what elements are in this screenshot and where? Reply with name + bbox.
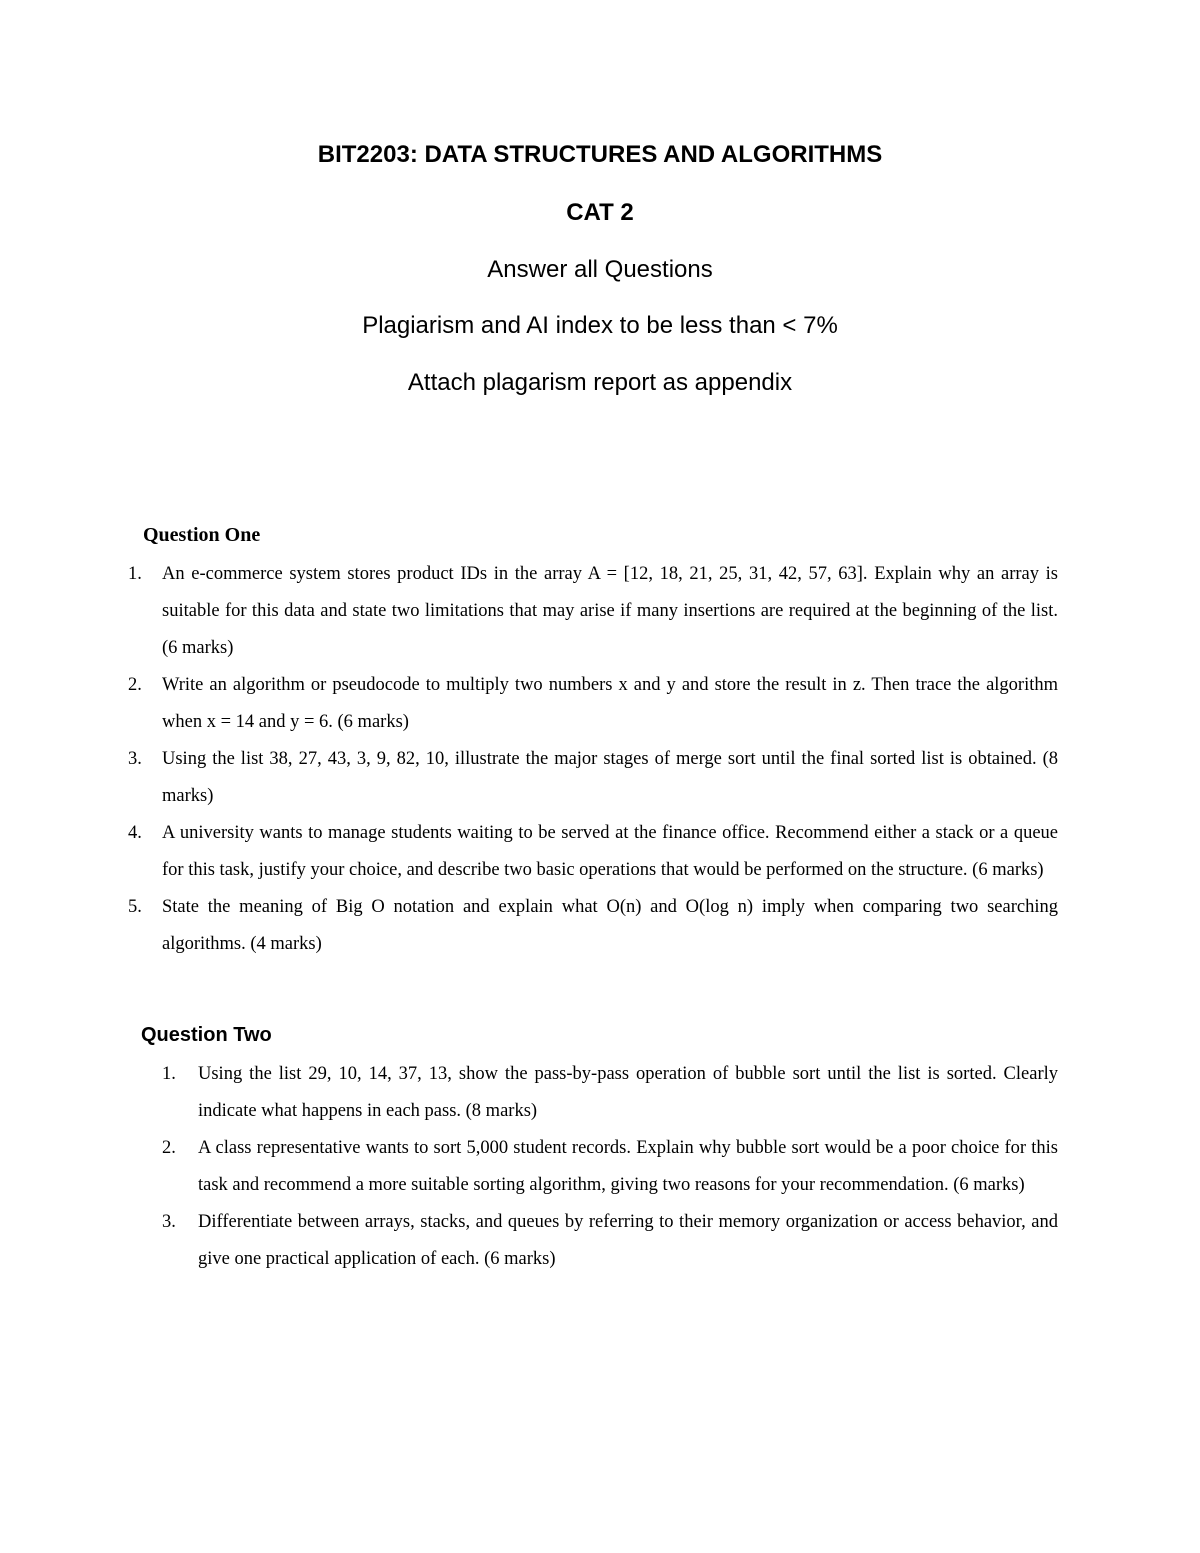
- document-header: [0, 140, 1200, 398]
- item-text: Differentiate between arrays, stacks, and queues by referring to their memory organization or access behavior, and give one practical application of each. (6 marks): [198, 1212, 1058, 1269]
- item-text: An e-commerce system stores product IDs in the array A = [12, 18, 21, 25, 31, 42, 57, 63]. Explain why an array is suitable for this data and state two limitations that may arise if many insertions are required at the beginning of the list. (6 marks): [162, 564, 1058, 658]
- assessment-title: CAT 2: [566, 199, 634, 226]
- question-one-heading: Question One: [143, 524, 261, 546]
- list-item: [162, 1056, 1058, 1130]
- list-item: [128, 741, 1058, 815]
- question-two-heading: Question Two: [141, 1024, 272, 1046]
- course-title: BIT2203: DATA STRUCTURES AND ALGORITHMS: [317, 141, 883, 168]
- item-number: 2.: [162, 1138, 176, 1158]
- item-number: 3.: [162, 1212, 176, 1232]
- item-text: State the meaning of Big O notation and explain what O(n) and O(log n) imply when comparing two searching algorithms. (4 marks): [162, 897, 1058, 954]
- item-number: 2.: [128, 675, 142, 695]
- question-one-list: [0, 556, 1200, 963]
- item-number: 4.: [128, 823, 142, 843]
- list-item: [162, 1130, 1058, 1204]
- appendix-note: Attach plagarism report as appendix: [407, 369, 793, 396]
- item-number: 5.: [128, 897, 142, 917]
- item-number: 1.: [128, 564, 142, 584]
- item-text: Using the list 38, 27, 43, 3, 9, 82, 10, illustrate the major stages of merge sort until the final sorted list is obtained. (8 marks): [162, 749, 1058, 806]
- question-two-section: [0, 1020, 1200, 1278]
- question-one-section: [0, 520, 1200, 963]
- item-text: A class representative wants to sort 5,000 student records. Explain why bubble sort would be a poor choice for this task and recommend a more suitable sorting algorithm, giving two reasons for your recommendation. (6 marks): [198, 1138, 1058, 1195]
- instruction-text: Answer all Questions: [487, 256, 713, 283]
- list-item: [128, 667, 1058, 741]
- plagiarism-note: Plagiarism and AI index to be less than < 7%: [362, 312, 838, 339]
- list-item: [128, 815, 1058, 889]
- list-item: [162, 1204, 1058, 1278]
- item-text: Write an algorithm or pseudocode to multiply two numbers x and y and store the result in z. Then trace the algorithm when x = 14 and y = 6. (6 marks): [162, 675, 1058, 732]
- item-text: A university wants to manage students waiting to be served at the finance office. Recommend either a stack or a queue for this task, justify your choice, and describe two basic operations that would be performed on the structure. (6 marks): [162, 823, 1058, 880]
- item-number: 3.: [128, 749, 142, 769]
- item-text: Using the list 29, 10, 14, 37, 13, show the pass-by-pass operation of bubble sort until the list is sorted. Clearly indicate what happens in each pass. (8 marks): [198, 1064, 1058, 1121]
- list-item: [128, 889, 1058, 963]
- list-item: [128, 556, 1058, 667]
- item-number: 1.: [162, 1064, 176, 1084]
- question-two-list: [0, 1056, 1200, 1278]
